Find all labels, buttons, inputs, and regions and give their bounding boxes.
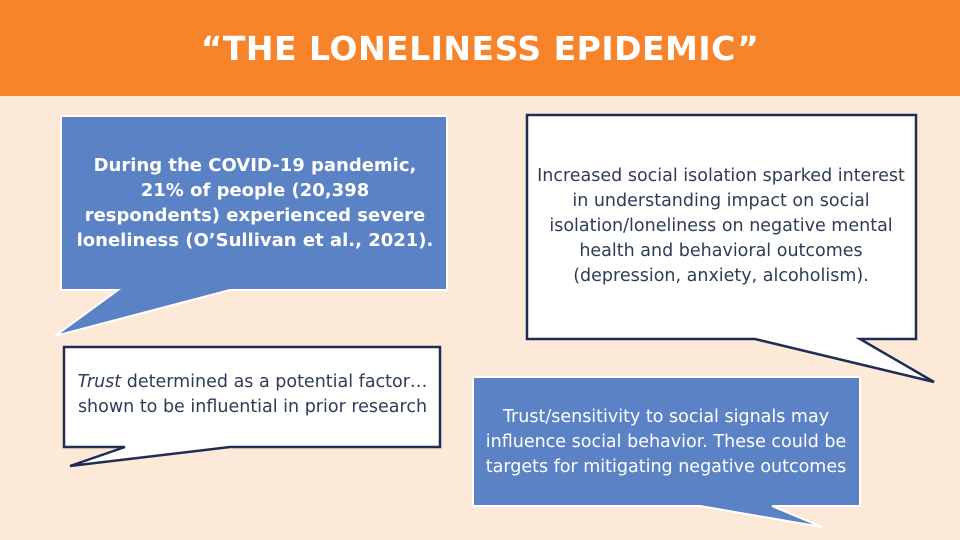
isolation-interest-text: Increased social isolation sparked interest in understanding impact on social isolation/loneliness on negative mental health and behavioral outcomes (depression, anxiety, alcoholism). — [537, 165, 905, 286]
page-title: “THE LONELINESS EPIDEMIC” — [200, 28, 760, 68]
trust-signals-text: Trust/sensitivity to social signals may influence social behavior. These could be targets for mitigating negative outcomes — [485, 406, 847, 477]
covid-stat-text: During the COVID-19 pandemic, 21% of people (20,398 respondents) experienced severe loneliness (O’Sullivan et al., 2021). — [76, 155, 434, 251]
trust-emphasis: Trust — [77, 372, 122, 392]
trust-factor-text: Trust determined as a potential factor… shown to be influential in prior research — [77, 372, 428, 417]
